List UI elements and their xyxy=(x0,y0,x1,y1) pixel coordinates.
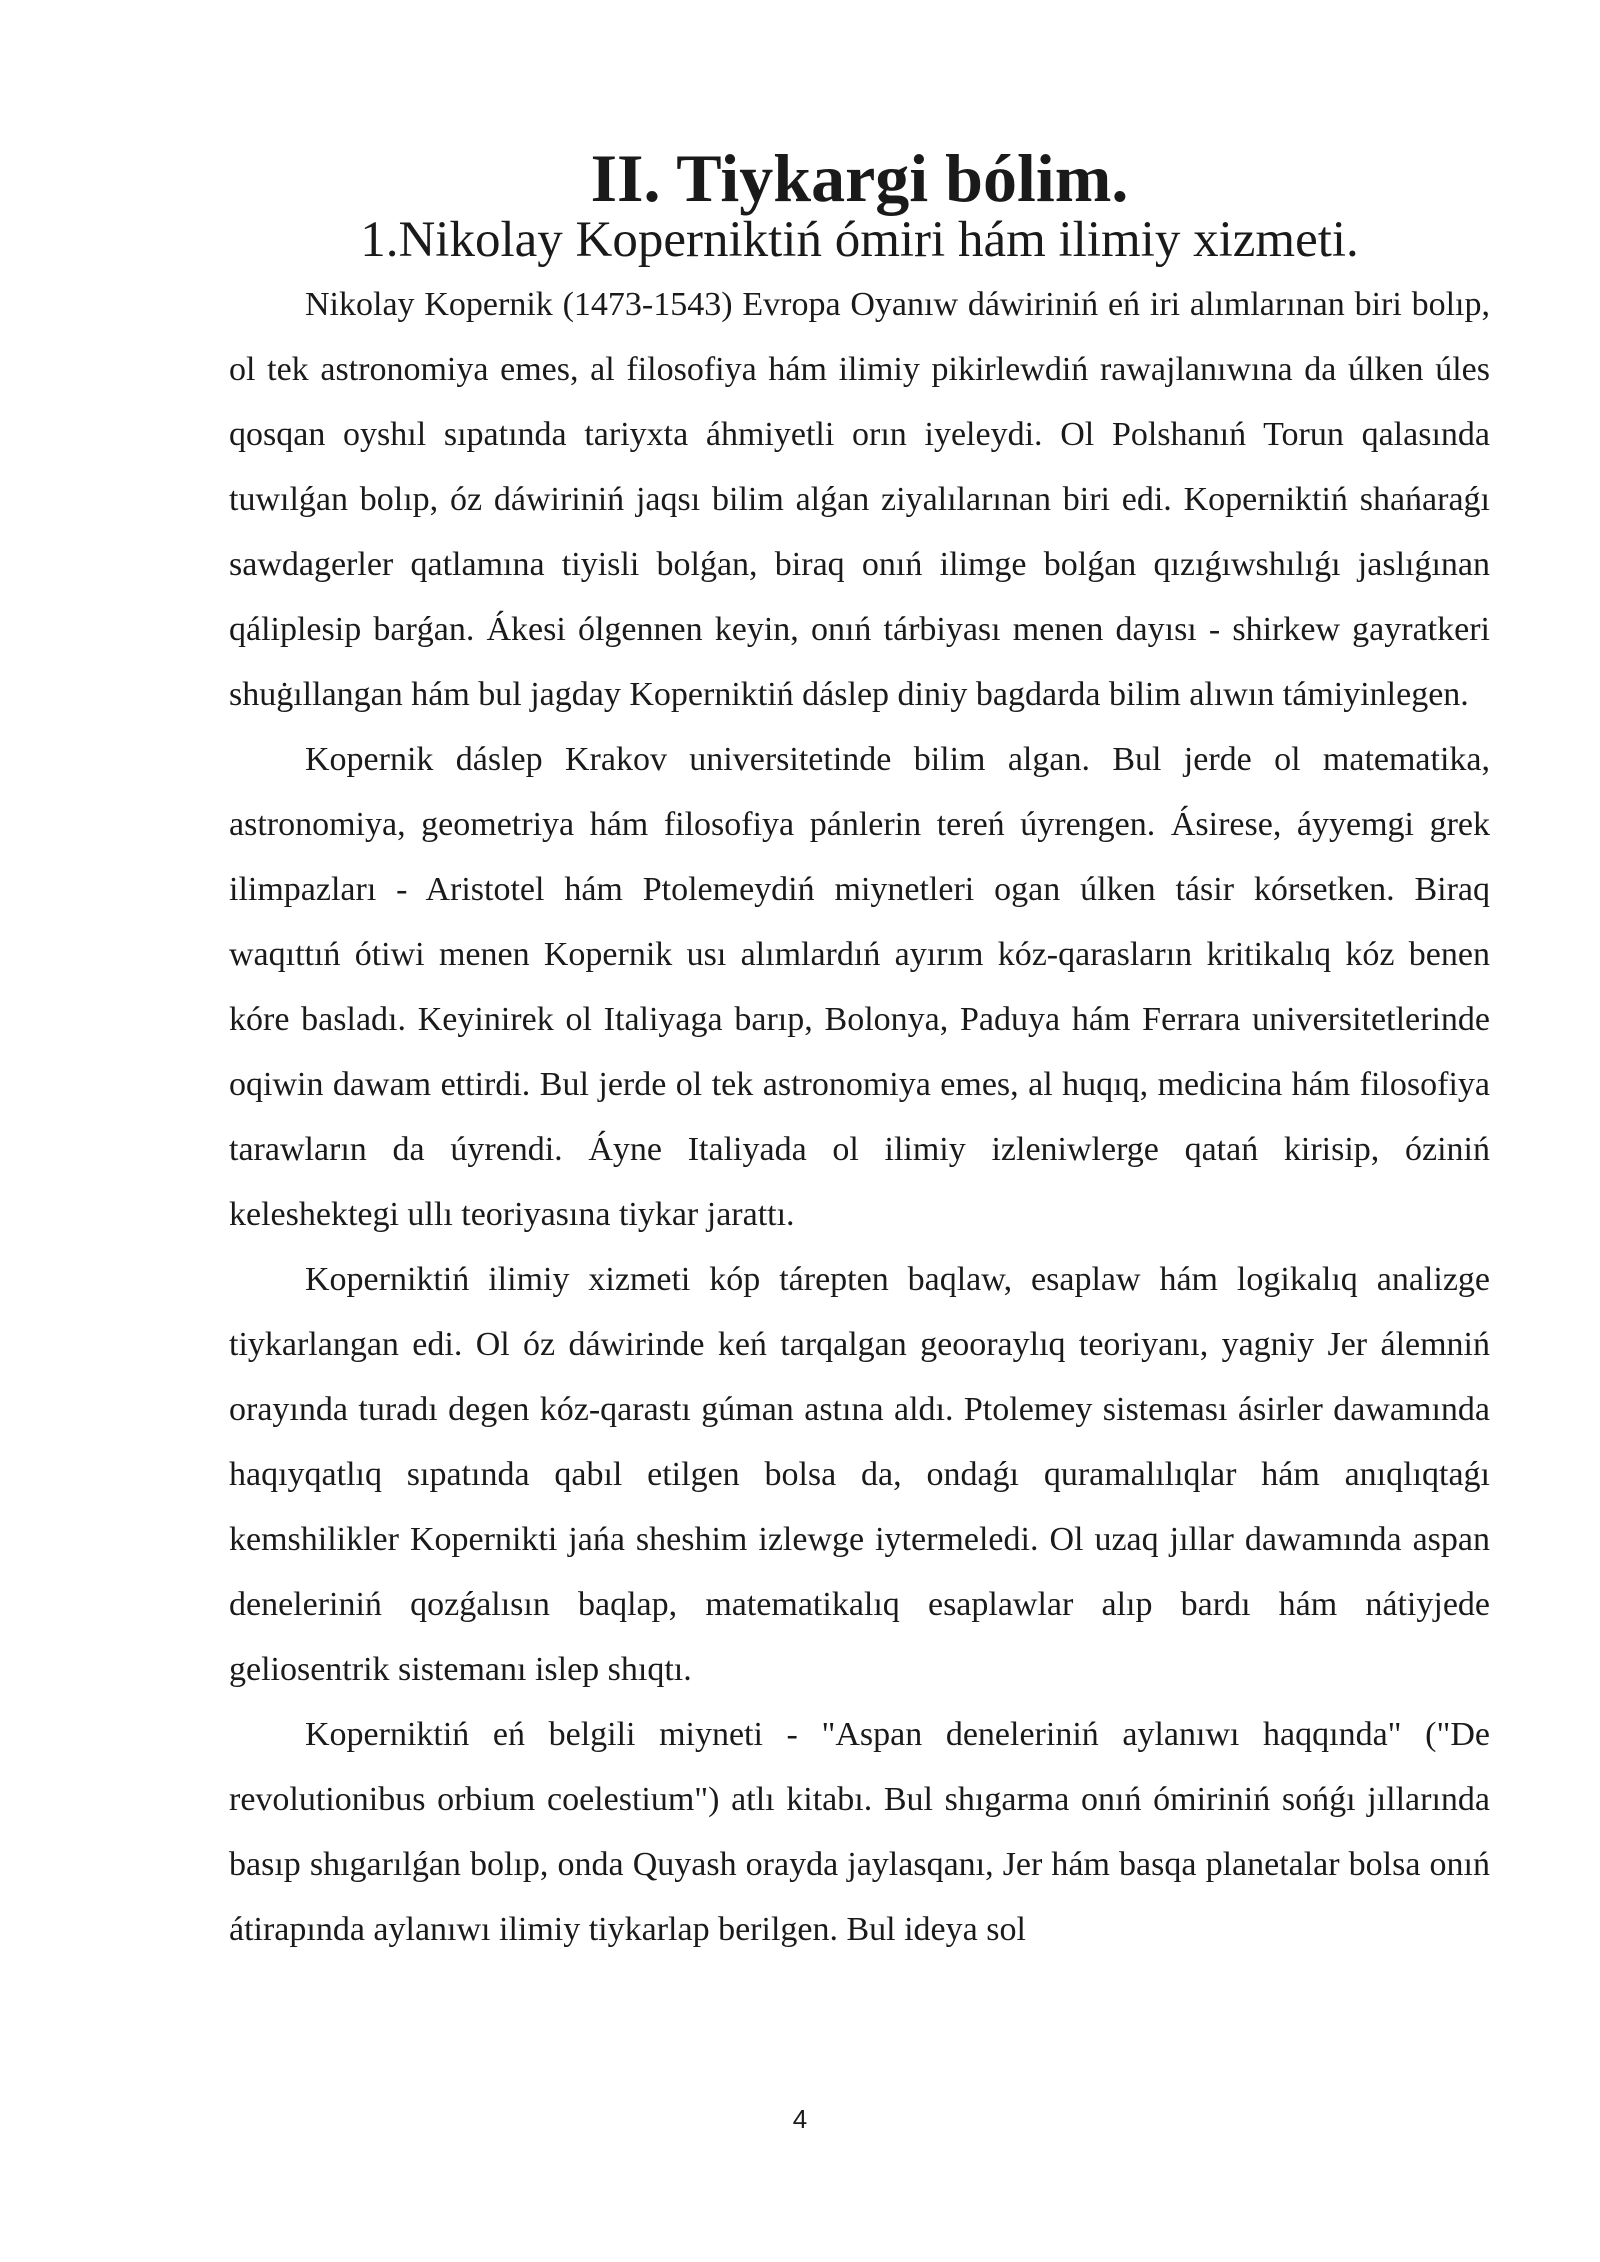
paragraph-1: Nikolay Kopernik (1473-1543) Evropa Oyanıw dáwiriniń eń iri alımlarınan biri bolıp, ol tek astronomiya emes, al filosofiya hám ilimiy pikirlewdiń rawajlanıwına da úlken úles qosqan oyshıl sıpatında tariyxta áhmiyetli orın iyeleydi. Ol Polshanıń Torun qalasında tuwılǵan bolıp, óz dáwiriniń jaqsı bilim alǵan ziyalılarınan biri edi. Koperniktiń shańaraǵı sawdagerler qatlamına tiyisli bolǵan, biraq onıń ilimge bolǵan qızıǵıwshılıǵı jaslıǵınan qáliplesip barǵan. Ákesi ólgennen keyin, onıń tárbiyası menen dayısı - shirkew gayratkeri shuġıllangan hám bul jagday Koperniktiń dáslep diniy bagdarda bilim alıwın támiyinlegen. xyxy=(229,286,1490,713)
page-number: 4 xyxy=(792,2104,808,2134)
paragraph-2: Kopernik dáslep Krakov universitetinde bilim algan. Bul jerde ol matematika, astronomiya, geometriya hám filosofiya pánlerin tereń úyrengen. Ásirese, áyyemgi grek ilimpazları - Aristotel hám Ptolemeydiń miynetleri ogan úlken tásir kórsetken. Biraq waqıttıń ótiwi menen Kopernik usı alımlardıń ayırım kóz-qarasların kritikalıq kóz benen kóre basladı. Keyinirek ol Italiyaga barıp, Bolonya, Paduya hám Ferrara universitetlerinde oqiwin dawam ettirdi. Bul jerde ol tek astronomiya emes, al huqıq, medicina hám filosofiya tarawların da úyrendi. Áyne Italiyada ol ilimiy izleniwlerge qatań kirisip, óziniń keleshektegi ullı teoriyasına tiykar jarattı. xyxy=(229,741,1490,1233)
paragraph-3: Koperniktiń ilimiy xizmeti kóp tárepten baqlaw, esaplaw hám logikalıq analizge tiykarlangan edi. Ol óz dáwirinde keń tarqalgan geooraylıq teoriyanı, yagniy Jer álemniń orayında turadı degen kóz-qarastı gúman astına aldı. Ptolemey sisteması ásirler dawamında haqıyqatlıq sıpatında qabıl etilgen bolsa da, ondaǵı quramalılıqlar hám anıqlıqtaǵı kemshilikler Kopernikti jańa sheshim izlewge iytermeledi. Ol uzaq jıllar dawamında aspan deneleriniń qozǵalısın baqlap, matematikalıq esaplawlar alıp bardı hám nátiyjede geliosentrik sistemanı islep shıqtı. xyxy=(229,1261,1490,1688)
page-content xyxy=(229,140,1490,1962)
paragraph-4: Koperniktiń eń belgili miyneti - "Aspan deneleriniń aylanıwı haqqında" ("De revolutionibus orbium coelestium") atlı kitabı. Bul shıgarma onıń ómiriniń sońǵı jıllarında basıp shıgarılǵan bolıp, onda Quyash orayda jaylasqanı, Jer hám basqa planetalar bolsa onıń átirapında aylanıwı ilimiy tiykarlap berilgen. Bul ideya sol xyxy=(229,1716,1490,1948)
section-title: II. Tiykargi bólim. xyxy=(590,140,1129,216)
subsection-title: 1.Nikolay Koperniktiń ómiri hám ilimiy xizmeti. xyxy=(360,212,1359,268)
